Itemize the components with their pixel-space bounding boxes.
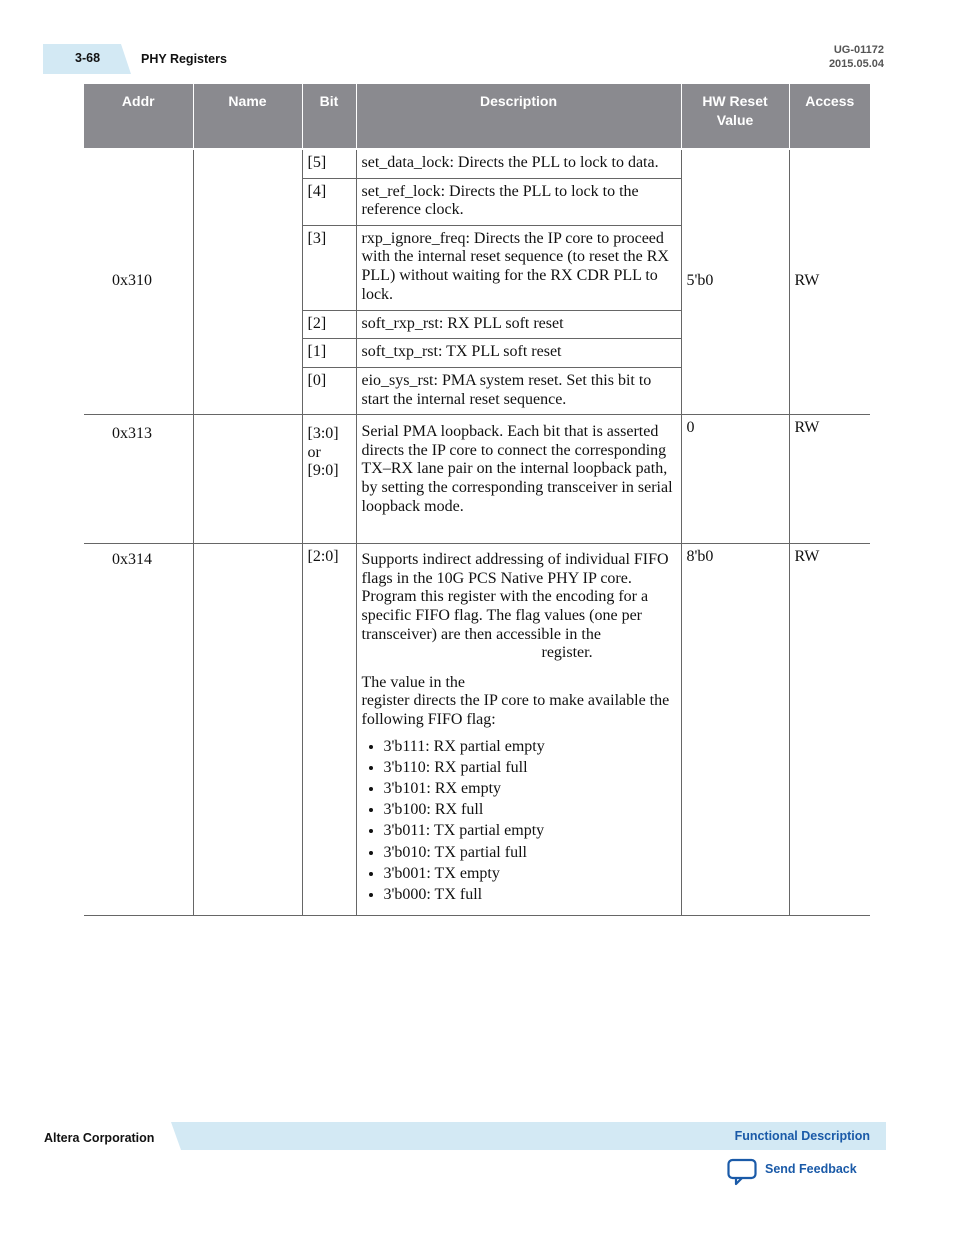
bit-field: [2] [302,310,356,339]
access-type: RW [789,415,870,544]
register-description [356,544,681,916]
send-feedback-label: Send Feedback [765,1162,857,1176]
description-paragraph [362,674,676,730]
register-name [193,415,302,544]
column-header-name: Name [193,84,302,149]
table-row [84,415,870,544]
bit-description: eio_sys_rst: PMA system reset. Set this bit to start the internal reset sequence. [356,367,681,414]
bit-field: [1] [302,339,356,368]
bit-field: [3] [302,225,356,310]
column-header-access: Access [789,84,870,149]
list-item: • 3'b101: RX empty [384,778,676,799]
bit-field: [3:0] or [9:0] [302,415,356,544]
list-item: • 3'b010: TX partial full [384,842,676,863]
description-text: The value in the [361,673,466,691]
register-name [193,544,302,916]
footer-company: Altera Corporation [44,1131,155,1145]
document-date: 2015.05.04 [828,58,884,70]
table-row [84,544,870,916]
speech-bubble-icon [727,1158,757,1186]
register-address: 0x310 [84,149,193,415]
register-address: 0x314 [84,544,193,916]
bit-field: [5] [302,149,356,178]
list-item: • 3'b000: TX full [384,884,676,905]
document-id: UG-01172 [833,44,884,56]
bit-description: set_ref_lock: Directs the PLL to lock to the reference clock. [356,178,681,225]
register-address: 0x313 [84,415,193,544]
description-text: register. [541,644,593,662]
hw-reset-value: 5'b0 [681,149,789,415]
bit-field: [2:0] [302,544,356,916]
bit-description: rxp_ignore_freq: Directs the IP core to proceed with the internal reset sequence (to reset the RX PLL) without waiting for the RX CDR PLL to lock. [356,225,681,310]
hw-reset-value: 0 [681,415,789,544]
list-item: • 3'b011: TX partial empty [384,820,676,841]
bit-field: [4] [302,178,356,225]
access-type: RW [789,544,870,916]
bit-description: soft_txp_rst: TX PLL soft reset [356,339,681,368]
description-text: register directs the IP core to make available the following FIFO flag: [361,692,670,728]
access-type: RW [789,149,870,415]
table-row [84,149,870,178]
description-text: Supports indirect addressing of individual FIFO flags in the 10G PCS Native PHY IP core. Program this register with the encoding for a specific FIFO flag. The flag values (one per transceiver) are then accessible in the [361,551,669,643]
column-header-description: Description [356,84,681,149]
description-paragraph [362,551,676,663]
table-header-row [84,84,870,149]
list-item: • 3'b110: RX partial full [384,757,676,778]
functional-description-link[interactable]: Functional Description [734,1129,870,1143]
bit-field: [0] [302,367,356,414]
hw-reset-value: 8'b0 [681,544,789,916]
page-number: 3-68 [75,51,101,65]
page-number-tab [43,44,131,74]
register-description: Serial PMA loopback. Each bit that is asserted directs the IP core to connect the corresponding TX–RX lane pair on the internal loopback path, by setting the corresponding transceiver in serial loopback mode. [356,415,681,544]
bit-description: soft_rxp_rst: RX PLL soft reset [356,310,681,339]
column-header-hw-reset-value: HW Reset Value [681,84,789,149]
column-header-addr: Addr [84,84,193,149]
column-header-bit: Bit [302,84,356,149]
bit-description: set_data_lock: Directs the PLL to lock to data. [356,149,681,178]
list-item: • 3'b100: RX full [384,799,676,820]
section-title: PHY Registers [141,52,227,66]
register-name [193,149,302,415]
fifo-flag-list [362,736,676,906]
list-item: • 3'b111: RX partial empty [384,736,676,757]
document-id-block [829,43,884,71]
list-item: • 3'b001: TX empty [384,863,676,884]
register-table [84,84,870,916]
